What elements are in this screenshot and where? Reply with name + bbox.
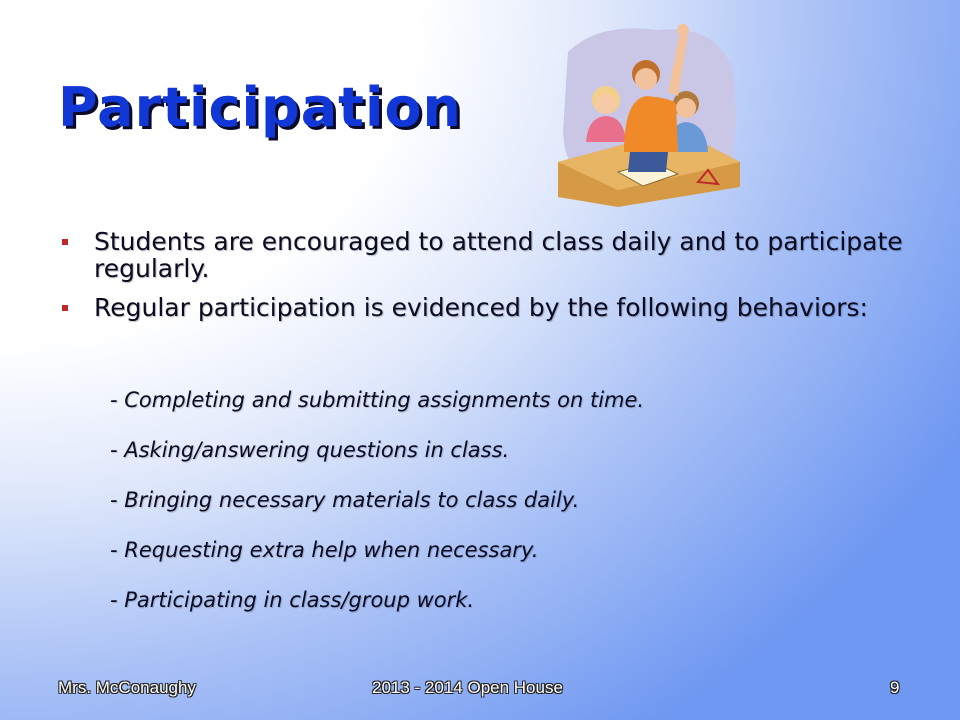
behavior-item: - Completing and submitting assignments on time. (110, 388, 645, 412)
footer-author: Mrs. McConaughy (58, 678, 196, 697)
raised-hand-classroom-icon (558, 12, 740, 207)
footer-event: 2013 - 2014 Open House (372, 678, 563, 697)
bullet-marker-icon (62, 305, 68, 311)
bullet-text: Regular participation is evidenced by the following behaviors: (94, 293, 868, 322)
bullet-marker-icon (62, 239, 68, 245)
slide-title: Participation (58, 76, 462, 139)
behavior-item: - Bringing necessary materials to class daily. (110, 488, 580, 512)
bullet-text: Students are encouraged to attend class daily and to participate regularly. (94, 227, 903, 283)
behavior-item: - Participating in class/group work. (110, 588, 475, 612)
bullet-item (58, 228, 918, 282)
behavior-item: - Asking/answering questions in class. (110, 438, 510, 462)
slide-number: 9 (890, 678, 900, 697)
behavior-item: - Requesting extra help when necessary. (110, 538, 539, 562)
behavior-list (110, 386, 644, 636)
bullet-list (58, 228, 918, 333)
bullet-item (58, 294, 918, 321)
